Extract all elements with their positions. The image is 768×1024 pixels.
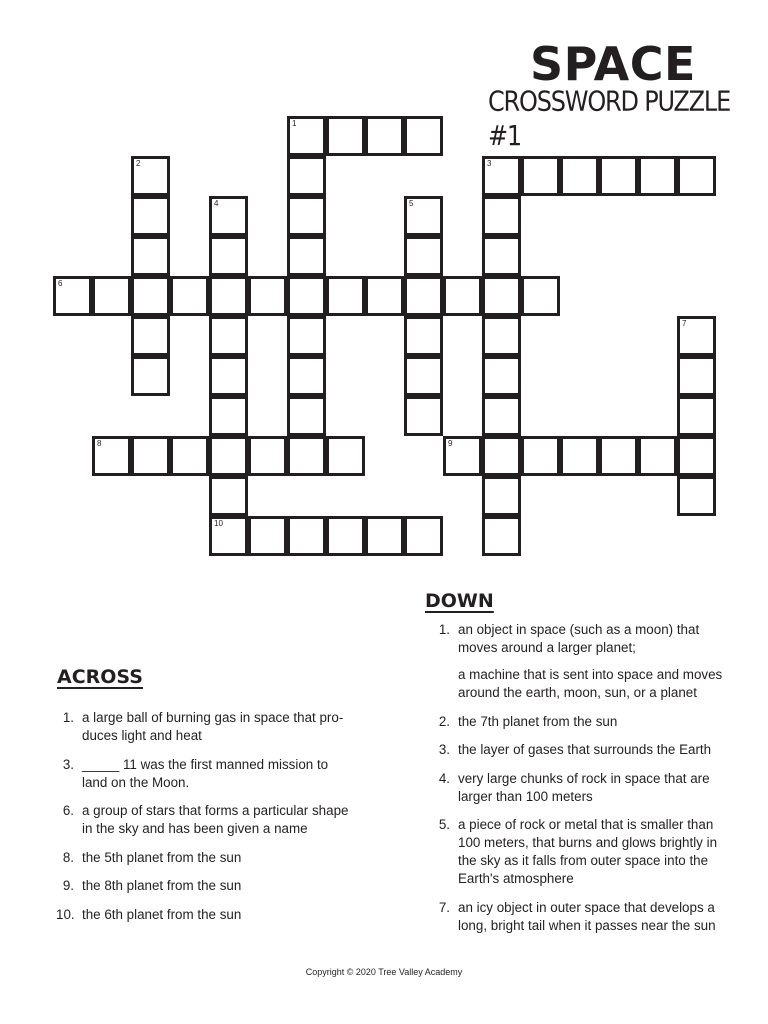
grid-cell[interactable] — [677, 316, 716, 356]
grid-cell[interactable] — [248, 436, 287, 476]
grid-cell[interactable] — [482, 476, 521, 516]
grid-cell[interactable] — [404, 396, 443, 436]
clue-number: 8. — [62, 849, 74, 865]
across-clue-item — [56, 756, 356, 792]
grid-cell[interactable] — [482, 196, 521, 236]
grid-cell[interactable] — [209, 276, 248, 316]
clue-number-label: 9 — [448, 439, 453, 448]
grid-cell[interactable] — [287, 276, 326, 316]
clue-number: 3. — [62, 756, 74, 772]
grid-cell[interactable] — [404, 236, 443, 276]
grid-cell[interactable] — [365, 516, 404, 556]
grid-cell[interactable] — [365, 276, 404, 316]
grid-cell[interactable] — [560, 156, 599, 196]
clue-number: 7. — [438, 899, 450, 915]
clue-number: 1. — [438, 622, 450, 637]
down-clue-item — [432, 899, 732, 935]
clue-number-label: 6 — [58, 279, 63, 288]
clue-text: a machine that is sent into space and moves around the earth, moon, sun, or a planet — [458, 667, 723, 700]
grid-cell[interactable] — [638, 436, 677, 476]
grid-cell[interactable] — [287, 196, 326, 236]
grid-cell[interactable] — [443, 276, 482, 316]
grid-cell[interactable] — [131, 316, 170, 356]
grid-cell[interactable] — [482, 276, 521, 316]
clue-text: the 5th planet from the sun — [82, 849, 242, 865]
down-clue-item — [432, 741, 732, 759]
grid-cell[interactable] — [404, 316, 443, 356]
down-clue-list — [432, 621, 732, 945]
grid-cell[interactable] — [209, 356, 248, 396]
clue-number: 4. — [438, 770, 450, 786]
clue-number: 6. — [62, 803, 74, 818]
grid-cell[interactable] — [404, 356, 443, 396]
across-clue-item — [56, 906, 356, 924]
grid-cell[interactable] — [482, 316, 521, 356]
across-clue-item — [56, 877, 356, 895]
grid-cell[interactable] — [131, 236, 170, 276]
grid-cell[interactable] — [131, 196, 170, 236]
grid-cell[interactable] — [404, 116, 443, 156]
page-subtitle: CROSSWORD PUZZLE #1 — [488, 85, 731, 152]
grid-cell[interactable] — [209, 196, 248, 236]
clue-number-label: 4 — [214, 199, 219, 208]
grid-cell[interactable] — [53, 276, 92, 316]
page-title: SPACE — [530, 37, 696, 91]
grid-cell[interactable] — [287, 436, 326, 476]
grid-cell[interactable] — [131, 436, 170, 476]
grid-cell[interactable] — [170, 436, 209, 476]
clue-number-label: 5 — [409, 199, 414, 208]
grid-cell[interactable] — [287, 116, 326, 156]
grid-cell[interactable] — [638, 156, 677, 196]
grid-cell[interactable] — [326, 276, 365, 316]
across-clue-item — [56, 802, 356, 838]
clue-number-label: 2 — [136, 159, 141, 168]
down-clue-item — [432, 770, 732, 806]
grid-cell[interactable] — [287, 516, 326, 556]
clue-text: _____ 11 was the first manned mission to land on the Moon. — [82, 756, 329, 790]
clue-number-label: 7 — [682, 319, 687, 328]
grid-cell[interactable] — [209, 316, 248, 356]
grid-cell[interactable] — [677, 476, 716, 516]
grid-cell[interactable] — [131, 356, 170, 396]
clue-number: 5. — [438, 817, 450, 832]
grid-cell[interactable] — [404, 276, 443, 316]
clue-text: the 7th planet from the sun — [458, 713, 618, 729]
across-clue-item — [56, 849, 356, 867]
grid-cell[interactable] — [482, 236, 521, 276]
grid-cell[interactable] — [287, 356, 326, 396]
grid-cell[interactable] — [92, 276, 131, 316]
clue-number: 9. — [62, 878, 74, 893]
grid-cell[interactable] — [248, 516, 287, 556]
grid-cell[interactable] — [131, 156, 170, 196]
grid-cell[interactable] — [482, 396, 521, 436]
grid-cell[interactable] — [326, 516, 365, 556]
grid-cell[interactable] — [209, 436, 248, 476]
clue-text: an object in space (such as a moon) that moves around a larger planet; — [458, 622, 700, 655]
clue-number: 2. — [438, 713, 450, 729]
clue-number: 3. — [438, 742, 450, 757]
grid-cell[interactable] — [287, 156, 326, 196]
clue-number-label: 1 — [292, 119, 297, 128]
down-clue-item — [432, 713, 732, 731]
grid-cell[interactable] — [404, 196, 443, 236]
grid-cell[interactable] — [677, 356, 716, 396]
clue-text: the 8th planet from the sun — [82, 878, 242, 893]
grid-cell[interactable] — [482, 436, 521, 476]
grid-cell[interactable] — [521, 156, 560, 196]
across-clue-list — [56, 709, 356, 934]
grid-cell[interactable] — [404, 516, 443, 556]
grid-cell[interactable] — [677, 436, 716, 476]
down-heading: DOWN — [425, 590, 494, 612]
grid-cell[interactable] — [521, 436, 560, 476]
across-heading: ACROSS — [57, 666, 143, 688]
grid-cell[interactable] — [287, 236, 326, 276]
grid-cell[interactable] — [248, 276, 287, 316]
clue-number-label: 8 — [97, 439, 102, 448]
grid-cell[interactable] — [677, 396, 716, 436]
clue-text: an icy object in outer space that develops a long, bright tail when it passes near the sun — [458, 899, 716, 933]
grid-cell[interactable] — [131, 276, 170, 316]
grid-cell[interactable] — [209, 396, 248, 436]
clue-number: 1. — [62, 710, 74, 725]
grid-cell[interactable] — [521, 276, 560, 316]
grid-cell[interactable] — [326, 436, 365, 476]
clue-text: the layer of gases that surrounds the Earth — [458, 742, 712, 757]
clue-text: a piece of rock or metal that is smaller than 100 meters, that burns and glows brightly in the sky as it falls from outer space into the Earth's atmosphere — [458, 817, 718, 886]
clue-number: 10. — [56, 906, 75, 922]
clue-text: a group of stars that forms a particular shape in the sky and has been given a name — [82, 803, 349, 836]
grid-cell[interactable] — [365, 116, 404, 156]
down-clue-item — [432, 816, 732, 888]
clue-number-label: 10 — [214, 519, 223, 528]
across-clue-item — [56, 709, 356, 745]
clue-text: the 6th planet from the sun — [82, 906, 242, 922]
grid-cell[interactable] — [287, 396, 326, 436]
grid-cell[interactable] — [482, 156, 521, 196]
grid-cell[interactable] — [287, 316, 326, 356]
grid-cell[interactable] — [482, 516, 521, 556]
grid-cell[interactable] — [209, 516, 248, 556]
grid-cell[interactable] — [677, 156, 716, 196]
grid-cell[interactable] — [170, 276, 209, 316]
grid-cell[interactable] — [443, 436, 482, 476]
grid-cell[interactable] — [209, 476, 248, 516]
copyright-footer: Copyright © 2020 Tree Valley Academy — [305, 967, 463, 977]
clue-number-label: 3 — [487, 159, 492, 168]
down-clue-item — [432, 621, 732, 702]
grid-cell[interactable] — [599, 156, 638, 196]
grid-cell[interactable] — [209, 236, 248, 276]
grid-cell[interactable] — [560, 436, 599, 476]
grid-cell[interactable] — [599, 436, 638, 476]
clue-text: a large ball of burning gas in space that pro-duces light and heat — [82, 710, 344, 743]
grid-cell[interactable] — [482, 356, 521, 396]
grid-cell[interactable] — [92, 436, 131, 476]
clue-text: very large chunks of rock in space that are larger than 100 meters — [458, 770, 710, 804]
grid-cell[interactable] — [326, 116, 365, 156]
